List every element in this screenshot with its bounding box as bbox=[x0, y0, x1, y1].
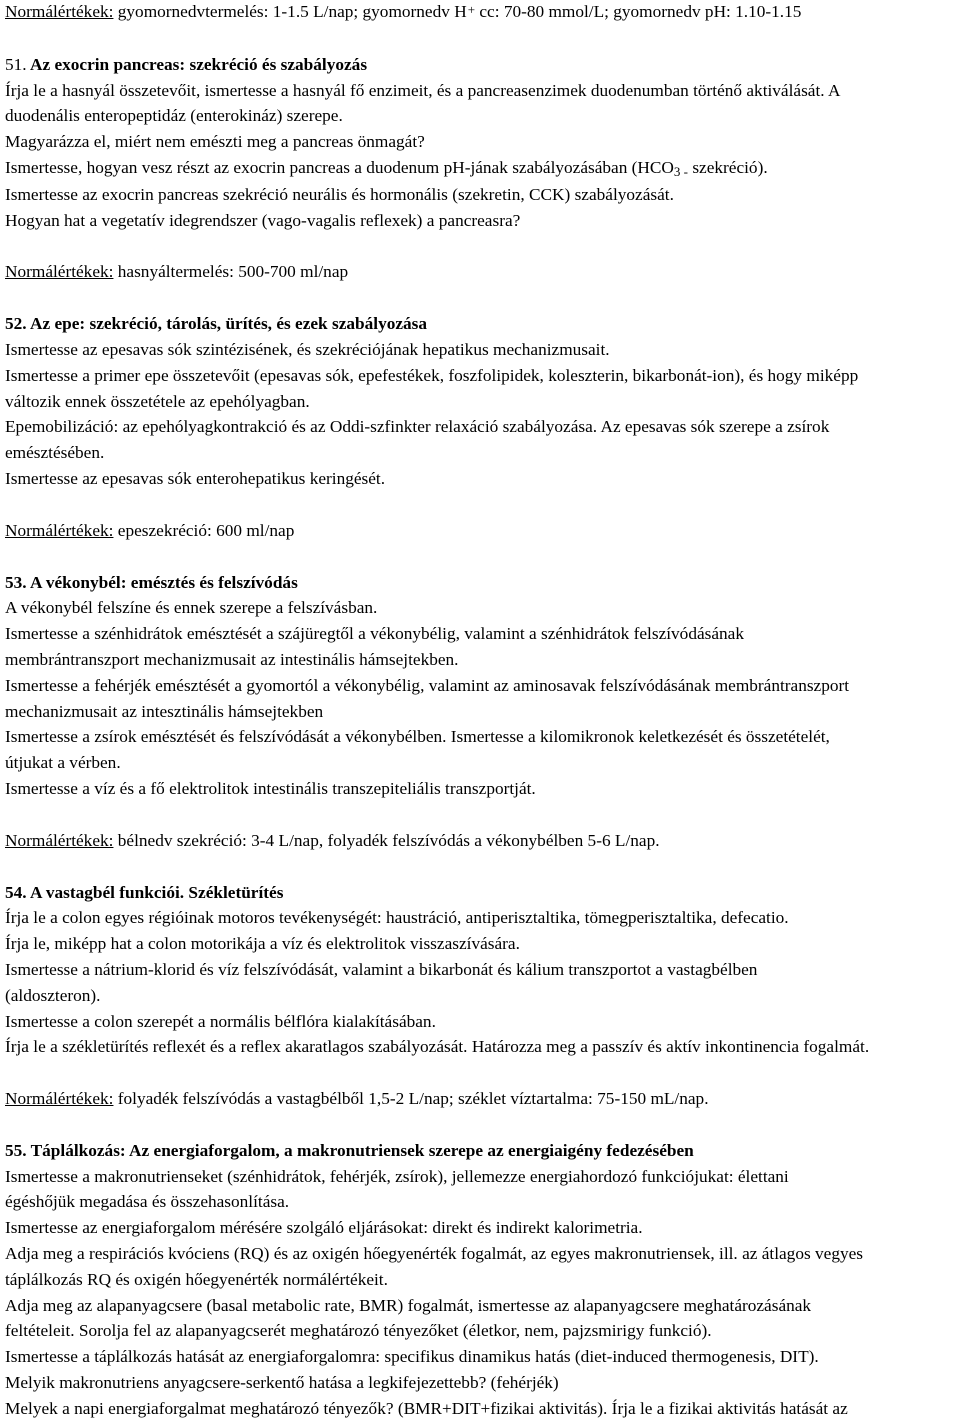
section-55-title bbox=[5, 1138, 960, 1164]
paragraph-line: mechanizmusait az intesztinális hámsejtekben bbox=[5, 701, 324, 721]
paragraph-line: (aldoszteron). bbox=[5, 985, 101, 1005]
section-54 bbox=[5, 880, 960, 1112]
normal-values-label: Normálértékek: bbox=[5, 830, 114, 850]
hco3-after: szekréció). bbox=[688, 157, 768, 177]
normal-values-text: hasnyáltermelés: 500-700 ml/nap bbox=[113, 262, 349, 282]
section-title-text: A vastagbél funkciói. Székletürítés bbox=[26, 882, 284, 902]
paragraph-line: változik ennek összetétele az epehólyagban. bbox=[5, 391, 310, 411]
paragraph-line: Ismertesse a szénhidrátok emésztését a szájüregtől a vékonybélig, valamint a szénhidrátok felszívódásának bbox=[5, 624, 744, 644]
section-51 bbox=[5, 52, 960, 285]
normal-values-label: Normálértékek: bbox=[5, 262, 114, 282]
paragraph-line: Ismertesse a táplálkozás hatását az energiaforgalomra: specifikus dinamikus hatás (diet-induced thermogenesis, DIT). bbox=[5, 1347, 819, 1367]
paragraph-line: Írja le a colon egyes régióinak motoros tevékenységét: haustráció, antiperisztaltika, tömegperisztaltika, defecatio. bbox=[5, 908, 789, 928]
paragraph-line: Adja meg az alapanyagcsere (basal metabolic rate, BMR) fogalmát, ismertesse az alapanyagcsere meghatározásának bbox=[5, 1295, 812, 1315]
paragraph-line: Hogyan hat a vegetatív idegrendszer (vago-vagalis reflexek) a pancreasra? bbox=[5, 210, 521, 230]
normal-values-label: Normálértékek: bbox=[5, 520, 114, 540]
section-number: 51. bbox=[5, 54, 27, 74]
paragraph-line: feltételeit. Sorolja fel az alapanyagcserét meghatározó tényezőket (életkor, nem, pajzsmirigy funkció). bbox=[5, 1321, 712, 1341]
section-54-normal-values bbox=[5, 1086, 960, 1112]
paragraph-line: Ismertesse az exocrin pancreas szekréció neurális és hormonális (szekretin, CCK) szabályozását. bbox=[5, 184, 674, 204]
section-number: 55. bbox=[5, 1140, 27, 1160]
section-number: 52. bbox=[5, 314, 27, 334]
paragraph-line: Ismertesse a fehérjék emésztését a gyomortól a vékonybélig, valamint az aminosavak felszívódásának membrántranszport bbox=[5, 675, 850, 695]
hco3-subscript: 3 - bbox=[673, 163, 688, 179]
paragraph-line: Ismertesse a nátrium-klorid és víz felszívódását, valamint a bikarbonát és kálium transzportot a vastagbélben bbox=[5, 959, 758, 979]
section-53-normal-values bbox=[5, 828, 960, 854]
hco3-before: Ismertesse, hogyan vesz részt az exocrin pancreas a duodenum pH-jának szabályozásában (HCO bbox=[5, 157, 674, 177]
section-52-title bbox=[5, 311, 960, 337]
section-title-text: Az exocrin pancreas: szekréció és szabályozás bbox=[26, 54, 368, 74]
paragraph-line: Ismertesse az energiaforgalom mérésére szolgáló eljárásokat: direkt és indirekt kalorimetria. bbox=[5, 1218, 643, 1238]
section-55 bbox=[5, 1138, 960, 1422]
paragraph-line-hco3 bbox=[5, 155, 960, 182]
section-51-title bbox=[5, 52, 960, 78]
section-52-normal-values bbox=[5, 518, 960, 544]
section-number: 54. bbox=[5, 882, 27, 902]
paragraph-line: Ismertesse a makronutrienseket (szénhidrátok, fehérjék, zsírok), jellemezze energiahordozó funkciójukat: élettani bbox=[5, 1166, 789, 1186]
paragraph-line: útjukat a vérben. bbox=[5, 753, 121, 773]
top-normal-values bbox=[5, 0, 960, 26]
superscript-plus: + bbox=[467, 2, 476, 17]
section-53-title bbox=[5, 570, 960, 596]
paragraph-line: Ismertesse a colon szerepét a normális bélflóra kialakításában. bbox=[5, 1011, 436, 1031]
paragraph-line: táplálkozás RQ és oxigén hőegyenérték normálértékeit. bbox=[5, 1269, 388, 1289]
paragraph-line: membrántranszport mechanizmusait az intestinális hámsejtekben. bbox=[5, 649, 459, 669]
paragraph-line: Magyarázza el, miért nem emészti meg a pancreas önmagát? bbox=[5, 132, 425, 152]
paragraph-line: Ismertesse az epesavas sók szintézisének, és szekréciójának hepatikus mechanizmusait. bbox=[5, 339, 610, 359]
paragraph-line: duodenális enteropeptidáz (enterokináz) szerepe. bbox=[5, 106, 343, 126]
paragraph-line: Ismertesse az epesavas sók enterohepatikus keringését. bbox=[5, 468, 386, 488]
section-title-text: Táplálkozás: Az energiaforgalom, a makronutriensek szerepe az energiaigény fedezésében bbox=[26, 1140, 694, 1160]
paragraph-line: Írja le a hasnyál összetevőit, ismertesse a hasnyál fő enzimeit, és a pancreasenzimek duodenumban történő aktiválását. A bbox=[5, 80, 841, 100]
section-title-text: A vékonybél: emésztés és felszívódás bbox=[26, 572, 298, 592]
normal-values-text: folyadék felszívódás a vastagbélből 1,5-2 L/nap; széklet víztartalma: 75-150 mL/nap. bbox=[113, 1089, 709, 1109]
normal-values-text-a: gyomornedvtermelés: 1-1.5 L/nap; gyomornedv H bbox=[113, 2, 467, 21]
section-number: 53. bbox=[5, 572, 27, 592]
normal-values-text: bélnedv szekréció: 3-4 L/nap, folyadék felszívódás a vékonybélben 5-6 L/nap. bbox=[113, 830, 660, 850]
paragraph-line: Melyik makronutriens anyagcsere-serkentő hatása a legkifejezettebb? (fehérjék) bbox=[5, 1373, 559, 1393]
section-52 bbox=[5, 311, 960, 543]
section-51-normal-values bbox=[5, 259, 960, 285]
paragraph-line: emésztésében. bbox=[5, 443, 105, 463]
paragraph-line: Epemobilizáció: az epehólyagkontrakció és az Oddi-szfinkter relaxáció szabályozása. Az epesavas sók szerepe a zsírok bbox=[5, 417, 830, 437]
paragraph-line: A vékonybél felszíne és ennek szerepe a felszívásban. bbox=[5, 598, 378, 618]
document-page bbox=[5, 0, 960, 1422]
paragraph-line: égéshőjük megadása és összehasonlítása. bbox=[5, 1192, 290, 1212]
section-53 bbox=[5, 570, 960, 854]
paragraph-line: Írja le, miképp hat a colon motorikája a víz és elektrolitok visszaszívására. bbox=[5, 934, 520, 954]
section-54-title bbox=[5, 880, 960, 906]
paragraph-line: Adja meg a respirációs kvóciens (RQ) és az oxigén hőegyenérték fogalmát, az egyes makronutriensek, ill. az átlagos vegyes bbox=[5, 1244, 863, 1264]
normal-values-label: Normálértékek: bbox=[5, 2, 114, 21]
paragraph-line: Írja le a székletürítés reflexét és a reflex akaratlagos szabályozását. Határozza meg a passzív és aktív inkontinencia fogalmát. bbox=[5, 1037, 870, 1057]
normal-values-label: Normálértékek: bbox=[5, 1089, 114, 1109]
normal-values-text: epeszekréció: 600 ml/nap bbox=[113, 520, 295, 540]
paragraph-line: Ismertesse a zsírok emésztését és felszívódását a vékonybélben. Ismertesse a kilomikronok keletkezését és összetételét, bbox=[5, 727, 830, 747]
normal-values-text-b: cc: 70-80 mmol/L; gyomornedv pH: 1.10-1.15 bbox=[475, 2, 802, 21]
paragraph-line: Ismertesse a víz és a fő elektrolitok intestinális transzepiteliális transzportját. bbox=[5, 778, 536, 798]
section-title-text: Az epe: szekréció, tárolás, ürítés, és ezek szabályozása bbox=[26, 314, 428, 334]
paragraph-line: Melyek a napi energiaforgalmat meghatározó tényezők? (BMR+DIT+fizikai aktivitás). Írja le a fizikai aktivitás hatását az bbox=[5, 1398, 848, 1418]
paragraph-line: Ismertesse a primer epe összetevőit (epesavas sók, epefestékek, foszfolipidek, koleszterin, bikarbonát-ion), és hogy miképp bbox=[5, 365, 859, 385]
